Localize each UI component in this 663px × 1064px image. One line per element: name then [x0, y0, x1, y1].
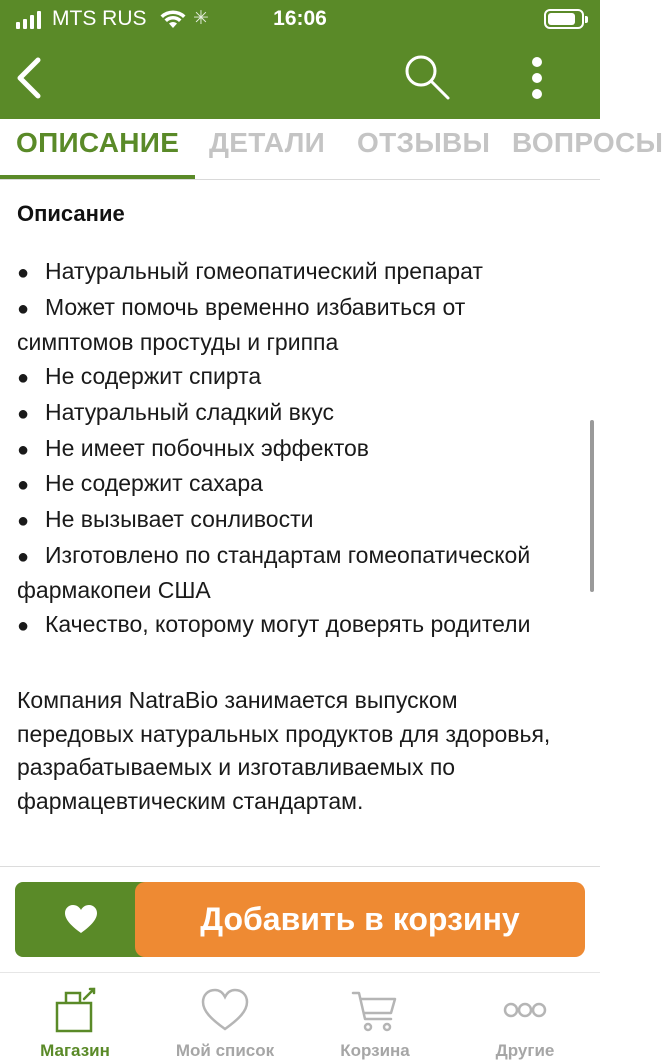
shop-bag-icon [50, 985, 100, 1035]
tabbar-item-cart[interactable] [300, 973, 450, 1064]
list-item: ● Натуральный гомеопатический препарат [17, 258, 483, 284]
description-content [0, 180, 600, 866]
tab-description[interactable]: ОПИСАНИЕ [16, 127, 180, 158]
add-to-favorites-button[interactable] [15, 882, 145, 957]
list-item: ● Не содержит сахара [17, 470, 263, 497]
battery-icon [544, 9, 584, 29]
tabbar-label: Другие [495, 1041, 555, 1060]
tabbar-label: Магазин [40, 1041, 110, 1060]
list-item: ● Натуральный сладкий вкус [17, 398, 334, 425]
action-bar [15, 882, 585, 957]
tab-questions[interactable]: ВОПРОСЫ [512, 127, 663, 158]
scrollbar[interactable] [590, 420, 594, 592]
list-item: ● Не имеет побочных эффектов [17, 434, 369, 461]
clock: 16:06 [273, 7, 327, 30]
heart-outline-icon [199, 985, 251, 1035]
active-tab-indicator [0, 175, 195, 179]
list-item: ● Может помочь временно избавиться от симптомов простуды и гриппа [17, 293, 466, 356]
app-header [0, 0, 600, 119]
tabbar-item-shop[interactable] [0, 973, 150, 1064]
carrier-name: MTS RUS [52, 7, 147, 30]
divider [0, 866, 600, 867]
more-options-icon[interactable] [522, 50, 552, 106]
tabbar-item-my-list[interactable] [150, 973, 300, 1064]
list-item: ● Не вызывает сонливости [17, 505, 314, 532]
bottom-tab-bar [0, 972, 600, 1063]
feature-list [17, 255, 582, 644]
product-tabs [0, 119, 663, 180]
tabbar-label: Мой список [175, 1041, 275, 1060]
add-to-cart-button[interactable]: Добавить в корзину [135, 882, 585, 957]
navigation-bar [0, 38, 600, 119]
list-item: ● Не содержит спирта [17, 363, 262, 390]
status-bar [0, 0, 600, 38]
heart-icon [64, 904, 98, 934]
loading-spinner-icon: ✳ [193, 8, 209, 29]
back-icon[interactable] [8, 50, 58, 106]
dots-icon [499, 985, 551, 1035]
company-paragraph: Компания NatraBio занимается выпуском передовых натуральных продуктов для здоровья, разрабатываемых и изготавливаемых по фармацевтическим стандартам. [17, 687, 551, 814]
tabbar-item-other[interactable] [450, 973, 600, 1064]
list-item: ● Качество, которому могут доверять родители [17, 611, 531, 638]
section-title: Описание [17, 201, 125, 226]
cart-icon [349, 985, 401, 1035]
list-item: ● Изготовлено по стандартам гомеопатической фармакопеи США [17, 541, 531, 604]
tabbar-label: Корзина [340, 1041, 410, 1060]
tab-details[interactable]: ДЕТАЛИ [209, 127, 326, 158]
tab-reviews[interactable]: ОТЗЫВЫ [357, 127, 491, 158]
search-icon[interactable] [398, 50, 456, 106]
